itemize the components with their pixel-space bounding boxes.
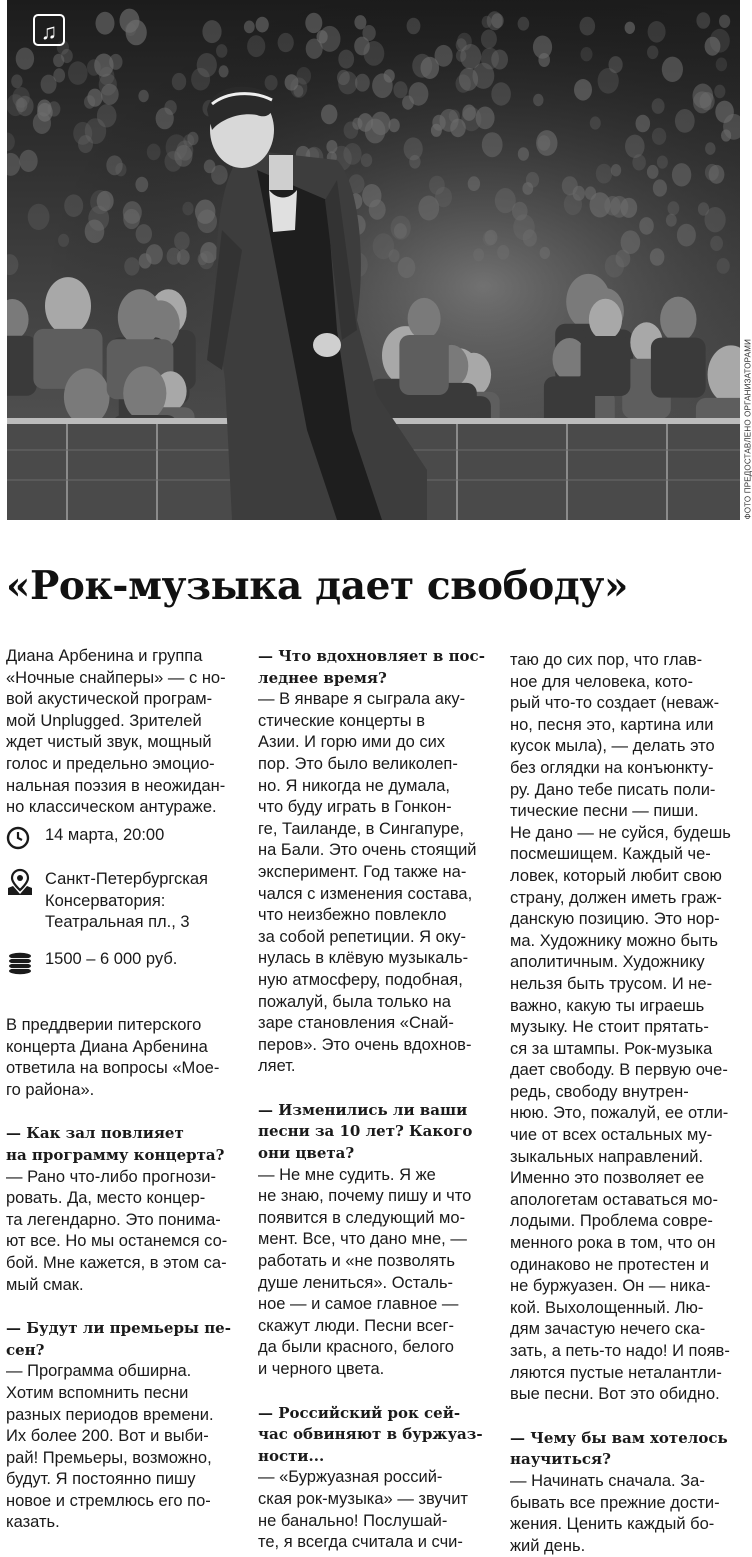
text-line: рый что-то создает (невaж- xyxy=(510,693,752,715)
text-line: ру. Дано тебе писать поли- xyxy=(510,780,752,802)
event-date-text: 14 марта, 20:00 xyxy=(45,825,164,847)
text-line: таю до сих пор, что глав- xyxy=(510,650,752,672)
question-line: час обвиняют в буржуаз- xyxy=(258,1424,498,1446)
column-1 xyxy=(6,646,246,819)
text-line: дям зачастую нечего ска- xyxy=(510,1319,752,1341)
photo-credit-text: ФОТО ПРЕДОСТАВЛЕНО ОРГАНИЗАТОРАМИ xyxy=(744,262,752,520)
answer-line: не банально! Послушай- xyxy=(258,1511,498,1533)
question-line: — Изменились ли ваши xyxy=(258,1100,498,1122)
answer-line: — Не мне судить. Я же xyxy=(258,1165,498,1187)
question-line: — Российский рок сей- xyxy=(258,1403,498,1425)
text-line: ждет чистый звук, мощный xyxy=(6,732,246,754)
lead-paragraph xyxy=(6,1015,246,1101)
text-line: менного рока в том, что он xyxy=(510,1233,752,1255)
intro-paragraph xyxy=(6,646,246,819)
answer-line: что неизбежно повлекло xyxy=(258,905,498,927)
text-line: но классическом антураже. xyxy=(6,797,246,819)
venue-line: Консерватория: xyxy=(45,891,208,913)
answer-line: — «Буржуазная россий- xyxy=(258,1467,498,1489)
concert-photo-illustration xyxy=(7,0,740,520)
text-line: редь, свободу внутрен- xyxy=(510,1082,752,1104)
question-line: научиться? xyxy=(510,1449,752,1471)
event-price xyxy=(6,948,246,978)
answer-line: чался с изменения состава, xyxy=(258,884,498,906)
text-line: концерта Диана Арбенина xyxy=(6,1037,246,1059)
answer-line: новое и стремлюсь его по- xyxy=(6,1491,246,1513)
answer-line: рай! Премьеры, возможно, xyxy=(6,1448,246,1470)
text-line: кусок мыла), — делать это xyxy=(510,736,752,758)
answer-line: ская рок-музыка» — звучит xyxy=(258,1489,498,1511)
text-line: ловек, который любит свою xyxy=(510,866,752,888)
text-line: нюю. Это, пожалуй, ее отли- xyxy=(510,1103,752,1125)
text-line: одинаково не протестен и xyxy=(510,1255,752,1277)
answer-line: ге, Таиланде, в Сингапуре, xyxy=(258,819,498,841)
question-line: песни за 10 лет? Какого xyxy=(258,1121,498,1143)
text-line: «Ночные снайперы» — с но- xyxy=(6,668,246,690)
answer-line: — Программа обширна. xyxy=(6,1361,246,1383)
answer-line: на Бали. Это очень стоящий xyxy=(258,840,498,862)
answer-line: да были красного, белого xyxy=(258,1337,498,1359)
text-line: лодыми. Проблема совре- xyxy=(510,1211,752,1233)
answer-line: жения. Ценить каждый бо- xyxy=(510,1514,752,1536)
column-1-body xyxy=(6,1015,246,1534)
answer-line: Их более 200. Вот и выби- xyxy=(6,1426,246,1448)
qa-block xyxy=(258,1403,498,1554)
qa-block xyxy=(6,1318,246,1534)
text-line: зать, а петь-то надо! И появ- xyxy=(510,1341,752,1363)
question-line: — Как зал повлияет xyxy=(6,1123,246,1145)
continued-paragraph xyxy=(510,650,752,1406)
answer-line: бывать все прежние дости- xyxy=(510,1493,752,1515)
answer-line: — Рано что-либо прогнози- xyxy=(6,1167,246,1189)
text-line: мой Unplugged. Зрителей xyxy=(6,711,246,733)
answer-line: мент. Все, что дано мне, — xyxy=(258,1229,498,1251)
question-line: — Будут ли премьеры пе- xyxy=(6,1318,246,1340)
coins-icon xyxy=(6,948,34,976)
text-line: апологетам оставаться мо- xyxy=(510,1190,752,1212)
qa-block xyxy=(258,646,498,1078)
text-line: музыку. Не стоит прятать- xyxy=(510,1017,752,1039)
answer-line: те, я всегда считала и счи- xyxy=(258,1532,498,1554)
text-line: ляются пустые неталантли- xyxy=(510,1363,752,1385)
text-line: Именно это позволяет ее xyxy=(510,1168,752,1190)
answer-line: за собой репетиции. Я оку- xyxy=(258,927,498,949)
text-line: ответила на вопросы «Мое- xyxy=(6,1058,246,1080)
text-line: ма. Художнику можно быть xyxy=(510,931,752,953)
text-line: вой акустической програм- xyxy=(6,689,246,711)
photo-credit xyxy=(743,262,752,520)
answer-line: будут. Я постоянно пишу xyxy=(6,1469,246,1491)
text-line: важно, какую ты играешь xyxy=(510,996,752,1018)
text-line: нальная поэзия в неожидан- xyxy=(6,776,246,798)
question-line: сен? xyxy=(6,1340,246,1362)
answer-line: ют все. Но мы останемся со- xyxy=(6,1231,246,1253)
answer-line: не знаю, почему пишу и что xyxy=(258,1186,498,1208)
answer-line: жий день. xyxy=(510,1536,752,1557)
text-line: нельзя быть трусом. И не- xyxy=(510,974,752,996)
answer-line: казать. xyxy=(6,1512,246,1534)
map-pin-icon xyxy=(6,868,34,896)
music-note-icon: ♫ xyxy=(33,14,65,46)
answer-line: нулась в клёвую музыкаль- xyxy=(258,948,498,970)
article-headline: «Рок-музыка дает свободу» xyxy=(6,562,750,610)
text-line: Не дано — не суйся, будешь xyxy=(510,823,752,845)
answer-line: пор. Это было великолеп- xyxy=(258,754,498,776)
answer-line: — В январе я сыграла аку- xyxy=(258,689,498,711)
question-line: они цвета? xyxy=(258,1143,498,1165)
answer-line: стические концерты в xyxy=(258,711,498,733)
text-line: го района». xyxy=(6,1080,246,1102)
answer-line: Хотим вспомнить песни xyxy=(6,1383,246,1405)
column-2 xyxy=(258,646,498,1554)
text-line: аполитичным. Художнику xyxy=(510,952,752,974)
answer-line: душе лениться». Осталь- xyxy=(258,1273,498,1295)
venue-line: Театральная пл., 3 xyxy=(45,912,208,934)
answer-line: скажут люди. Песни всег- xyxy=(258,1316,498,1338)
answer-line: появится в следующий мо- xyxy=(258,1208,498,1230)
clock-icon xyxy=(6,824,34,852)
text-line: дает свободу. В первую оче- xyxy=(510,1060,752,1082)
answer-line: та легендарно. Это понима- xyxy=(6,1210,246,1232)
question-line: на программу концерта? xyxy=(6,1145,246,1167)
answer-line: пожалуй, была только на xyxy=(258,992,498,1014)
text-line: зыкальных направлений. xyxy=(510,1147,752,1169)
text-line: не буржуазен. Он — ника- xyxy=(510,1276,752,1298)
question-line: — Чему бы вам хотелось xyxy=(510,1428,752,1450)
answer-line: заре становления «Снай- xyxy=(258,1013,498,1035)
answer-line: бой. Мне кажется, в этом са- xyxy=(6,1253,246,1275)
text-line: ся за штампы. Рок-музыка xyxy=(510,1039,752,1061)
answer-line: эксперимент. Год также на- xyxy=(258,862,498,884)
answer-line: ровать. Да, место концер- xyxy=(6,1188,246,1210)
answer-line: ное — и самое главное — xyxy=(258,1294,498,1316)
answer-line: разных периодов времени. xyxy=(6,1405,246,1427)
qa-block xyxy=(510,1428,752,1557)
qa-block xyxy=(6,1123,246,1296)
text-line: страну, должен иметь граж- xyxy=(510,888,752,910)
column-3 xyxy=(510,650,752,1557)
answer-line: мый смак. xyxy=(6,1275,246,1297)
answer-line: ную атмосферу, подобная, xyxy=(258,970,498,992)
answer-line: перов». Это очень вдохнов- xyxy=(258,1035,498,1057)
answer-line: — Начинать сначала. За- xyxy=(510,1471,752,1493)
venue-line: Санкт-Петербургская xyxy=(45,869,208,891)
text-line: голос и предельно эмоцио- xyxy=(6,754,246,776)
answer-line: что буду играть в Гонкон- xyxy=(258,797,498,819)
text-line: чие от всех остальных му- xyxy=(510,1125,752,1147)
text-line: посмешищем. Каждый че- xyxy=(510,844,752,866)
question-line: ности... xyxy=(258,1446,498,1468)
text-line: кой. Выхолощенный. Лю- xyxy=(510,1298,752,1320)
answer-line: Азии. И горю ими до сих xyxy=(258,732,498,754)
text-line: ное для человека, кото- xyxy=(510,672,752,694)
event-price-text: 1500 – 6 000 руб. xyxy=(45,949,177,971)
text-line: но, песня это, картина или xyxy=(510,715,752,737)
answer-line: и черного цвета. xyxy=(258,1359,498,1381)
answer-line: но. Я никогда не думала, xyxy=(258,776,498,798)
text-line: без оглядки на конъюнкту- xyxy=(510,758,752,780)
event-venue xyxy=(6,868,246,938)
answer-line: ляет. xyxy=(258,1056,498,1078)
question-line: леднее время? xyxy=(258,668,498,690)
event-date xyxy=(6,824,246,854)
text-line: данскую позицию. Это нор- xyxy=(510,909,752,931)
text-line: тические песни — пиши. xyxy=(510,801,752,823)
text-line: Диана Арбенина и группа xyxy=(6,646,246,668)
text-line: вые песни. Вот это обидно. xyxy=(510,1384,752,1406)
concert-photo xyxy=(7,0,740,520)
question-line: — Что вдохновляет в пос- xyxy=(258,646,498,668)
answer-line: работать и «не позволять xyxy=(258,1251,498,1273)
qa-block xyxy=(258,1100,498,1381)
text-line: В преддверии питерского xyxy=(6,1015,246,1037)
